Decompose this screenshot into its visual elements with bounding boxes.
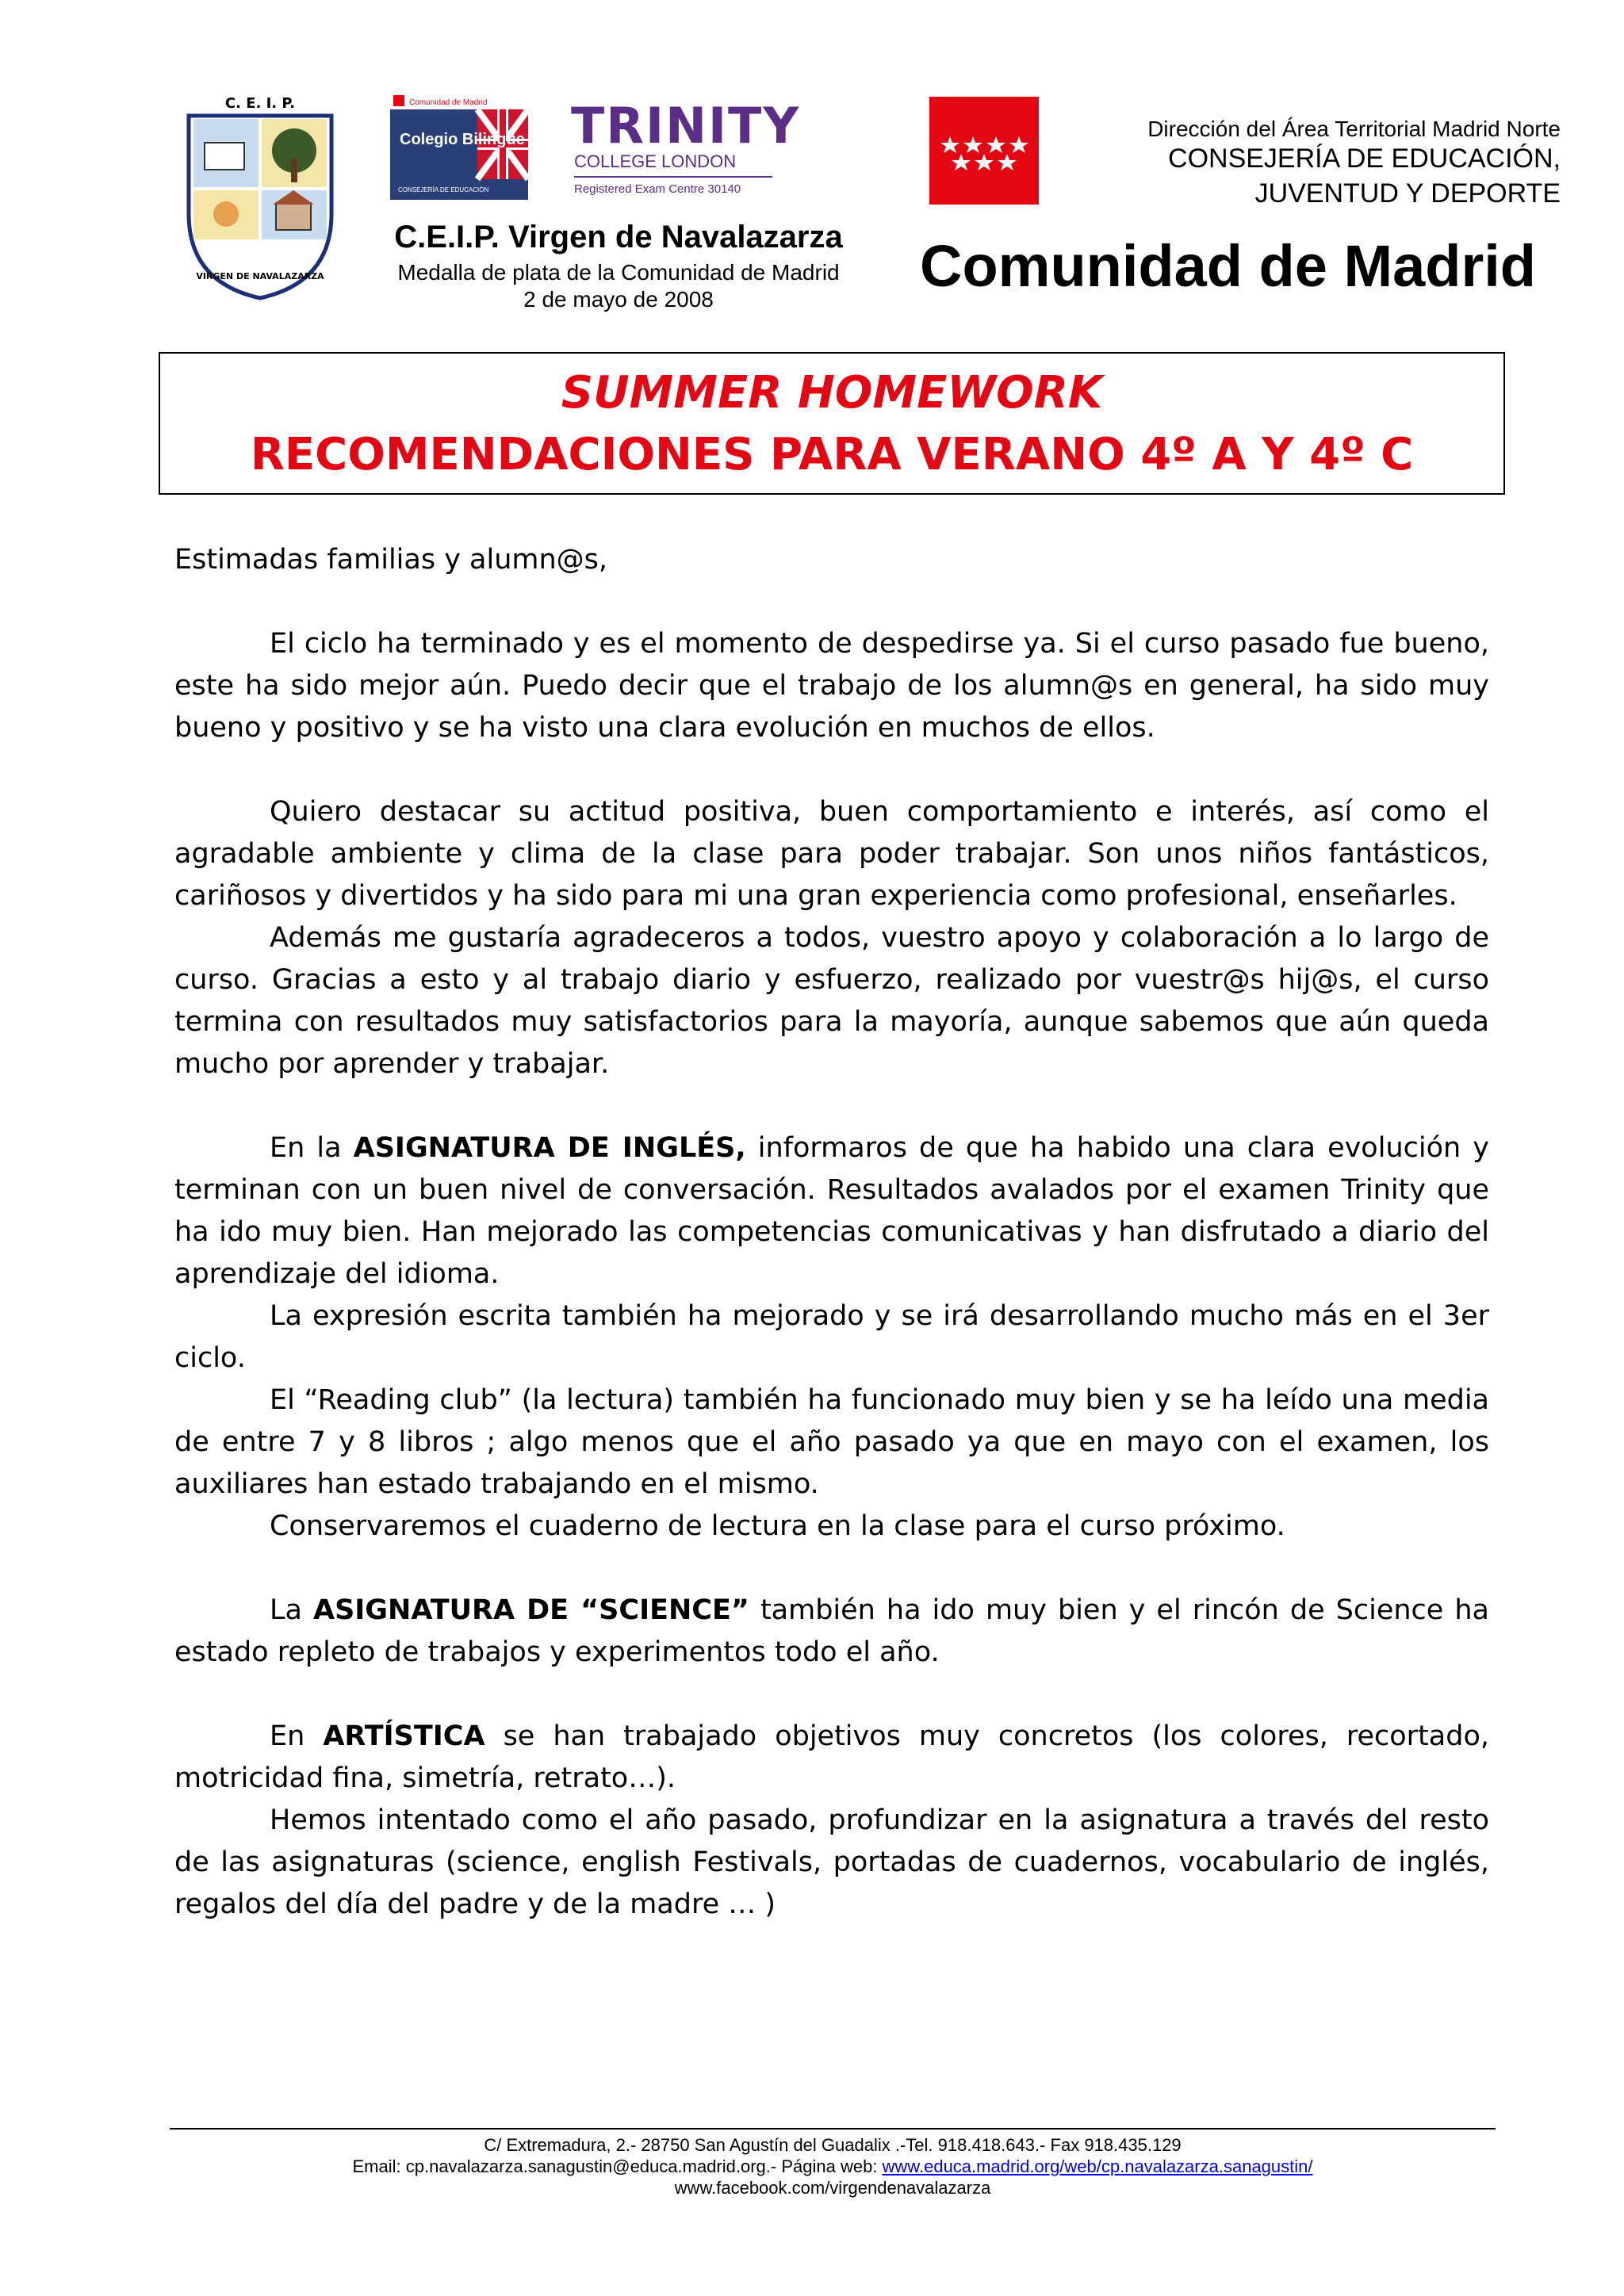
paragraph-science-subject: ASIGNATURA DE “SCIENCE” — [312, 1594, 749, 1626]
trinity-name: TRINITY — [571, 97, 801, 155]
trinity-divider — [574, 176, 772, 178]
paragraph-science-pre: La — [270, 1594, 313, 1626]
paragraph-2: Quiero destacar su actitud positiva, buen comportamiento e interés, así como el agradable ambiente y clima de la clase para poder trabajar. Son unos niños fantásticos, cariñosos y divertidos y ha sido para mi una gran experiencia como profesional, enseñarles. — [174, 796, 1489, 912]
letter-body — [174, 539, 1489, 1926]
paragraph-english-pre: En la — [270, 1132, 354, 1164]
school-shield-logo — [181, 95, 339, 303]
direction-line-1: Dirección del Área Territorial Madrid Norte — [1147, 117, 1561, 141]
colegio-logo-main: Colegio Bilingüe — [400, 131, 525, 148]
paragraph-art-post: se han trabajado objetivos muy concretos (los colores, recortado, motricidad fina, simetría, retrato…). — [174, 1720, 1489, 1794]
footer-email: Email: cp.navalazarza.sanagustin@educa.madrid.org.- Página web: — [352, 2156, 883, 2176]
paragraph-english — [174, 1127, 1489, 1295]
madrid-flag-logo — [929, 97, 1039, 205]
trinity-sub: COLLEGE LONDON — [574, 151, 737, 171]
school-medal: Medalla de plata de la Comunidad de Madrid — [397, 260, 840, 285]
colegio-logo-sub: CONSEJERÍA DE EDUCACIÓN — [398, 186, 489, 193]
direction-line-3: JUVENTUD Y DEPORTE — [1254, 178, 1561, 209]
footer-divider — [170, 2128, 1496, 2130]
school-name: C.E.I.P. Virgen de Navalazarza — [394, 220, 843, 254]
direction-line-2: CONSEJERÍA DE EDUCACIÓN, — [1168, 144, 1561, 174]
paragraph-art-subject: ARTÍSTICA — [323, 1720, 485, 1752]
paragraph-reading-notebook: Conservaremos el cuaderno de lectura en la clase para el curso próximo. — [270, 1510, 1285, 1542]
paragraph-english-post: informaros de que ha habido una clara evolución y terminan con un buen nivel de conversación. Resultados avalados por el examen Trinity que ha ido muy bien. Han mejorado las competencias comunicativas y han disfrutado a diario del aprendizaje del idioma. — [174, 1132, 1489, 1290]
footer-facebook: www.facebook.com/virgendenavalazarza — [674, 2178, 991, 2198]
title-summer-homework: SUMMER HOMEWORK — [561, 367, 1103, 419]
trinity-registered: Registered Exam Centre 30140 — [574, 182, 741, 196]
paragraph-1: El ciclo ha terminado y es el momento de despedirse ya. Si el curso pasado fue bueno, este ha sido mejor aún. Puedo decir que el trabajo de los alumn@s en general, ha sido muy bueno y positivo y se ha visto una clara evolución en muchos de ellos. — [174, 628, 1489, 744]
comunidad-de-madrid-heading: Comunidad de Madrid — [920, 233, 1536, 299]
paragraph-reading-club: El “Reading club” (la lectura) también ha funcionado muy bien y se ha leído una media de entre 7 y 8 libros ; algo menos que el año pasado ya que en mayo con el examen, los auxiliares han estado trabajando en el mismo. — [174, 1384, 1489, 1500]
paragraph-art-pre: En — [270, 1720, 324, 1752]
trinity-logo — [571, 97, 801, 205]
paragraph-science-post: también ha ido muy bien y el rincón de Science ha estado repleto de trabajos y experimentos todo el año. — [174, 1594, 1489, 1668]
footer-address: C/ Extremadura, 2.- 28750 San Agustín del Guadalix .-Tel. 918.418.643.- Fax 918.435.129 — [484, 2135, 1182, 2155]
shield-text: C. E. I. P. — [224, 95, 296, 112]
footer-contact — [170, 2156, 1496, 2177]
school-date: 2 de mayo de 2008 — [523, 287, 714, 312]
paragraph-english-subject: ASIGNATURA DE INGLÉS, — [353, 1132, 746, 1164]
greeting: Estimadas familias y alumn@s, — [174, 544, 608, 576]
title-box — [159, 352, 1505, 495]
footer-web-link[interactable]: www.educa.madrid.org/web/cp.navalazarza.sanagustin/ — [882, 2156, 1313, 2176]
title-recomendaciones: RECOMENDACIONES PARA VERANO 4º A Y 4º C — [250, 429, 1414, 480]
shield-motto: VIRGEN DE NAVALAZARZA — [196, 271, 324, 281]
colegio-bilingue-logo — [390, 92, 528, 200]
paragraph-3: Además me gustaría agradeceros a todos, vuestro apoyo y colaboración a lo largo de curso. Gracias a esto y al trabajo diario y esfuerzo, realizado por vuestr@s hij@s, el curso termina con resultados muy satisfactorios para la mayoría, aunque sabemos que aún queda mucho por aprender y trabajar. — [174, 922, 1489, 1080]
paragraph-writing: La expresión escrita también ha mejorado y se irá desarrollando mucho más en el 3er ciclo. — [174, 1300, 1489, 1374]
colegio-logo-top: Comunidad de Madrid — [409, 98, 488, 107]
footer — [170, 2134, 1496, 2198]
paragraph-art — [174, 1716, 1489, 1800]
paragraph-science — [174, 1590, 1489, 1674]
paragraph-art-integration: Hemos intentado como el año pasado, profundizar en la asignatura a través del resto de las asignaturas (science, english Festivals, portadas de cuadernos, vocabulario de inglés, regalos del día del padre y de la madre … ) — [174, 1804, 1489, 1920]
